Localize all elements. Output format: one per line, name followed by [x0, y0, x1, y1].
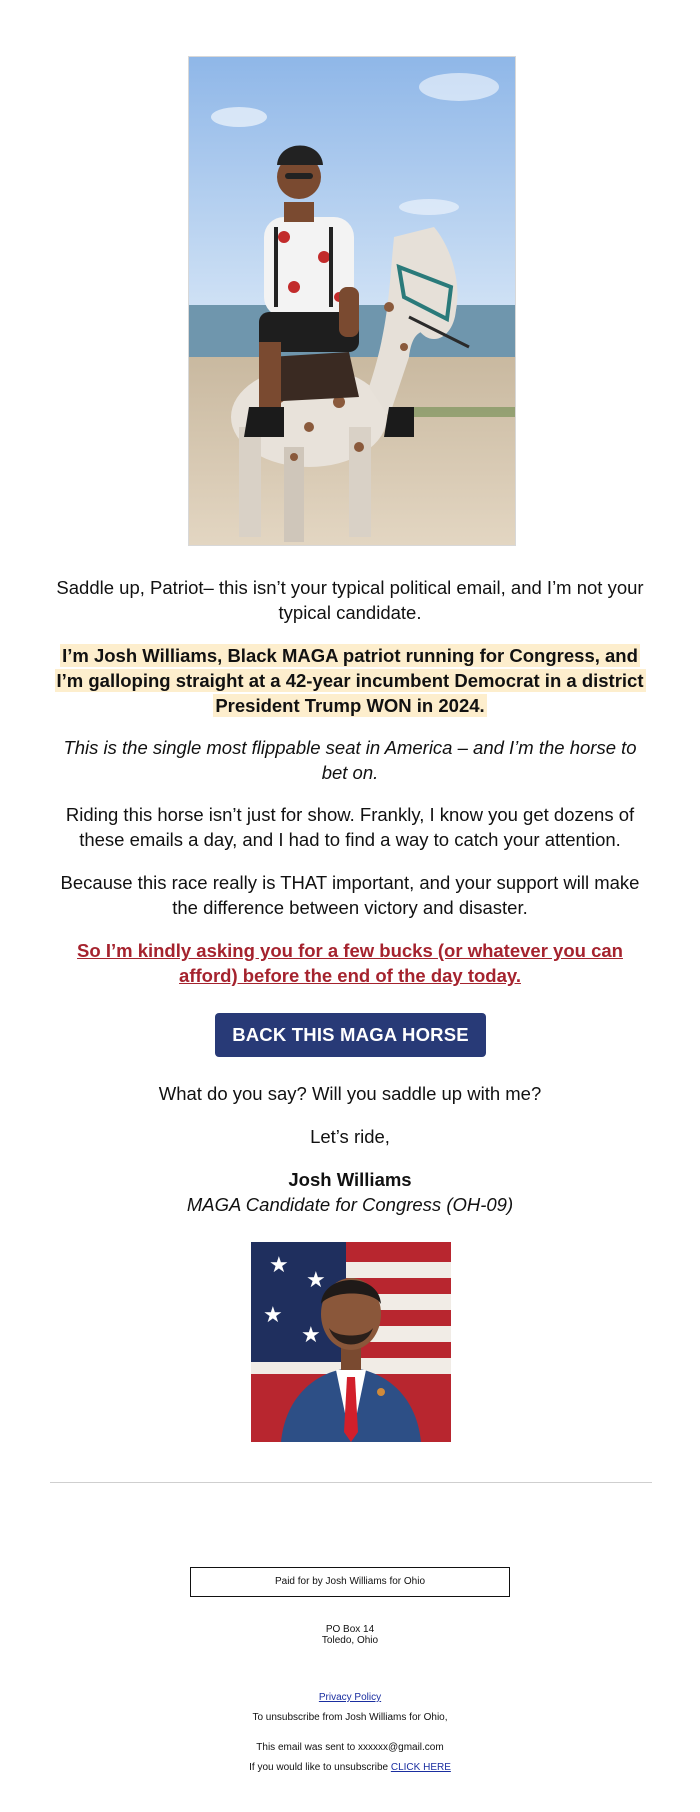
- donate-ask-link[interactable]: So I’m kindly asking you for a few bucks (or whatever you can afford) before the end of the day today.: [77, 940, 623, 986]
- horse-rider-illustration: [189, 57, 515, 545]
- svg-text:★: ★: [263, 1303, 283, 1328]
- flag-portrait-illustration: [251, 1242, 451, 1442]
- italic-paragraph: This is the single most flippable seat in America – and I’m the horse to bet on.: [63, 737, 637, 783]
- svg-text:★: ★: [301, 1323, 321, 1348]
- paid-for-disclaimer: Paid for by Josh Williams for Ohio: [190, 1567, 510, 1597]
- ask-paragraph: [50, 938, 650, 988]
- highlight-paragraph: [50, 643, 650, 718]
- signature-name: Josh Williams: [288, 1169, 412, 1190]
- question-paragraph: What do you say? Will you saddle up with me?: [158, 1083, 542, 1104]
- sent-to-text: This email was sent to xxxxxx@gmail.com: [256, 1742, 444, 1753]
- highlight-text: I’m Josh Williams, Black MAGA patriot running for Congress, and I’m galloping straight at a 42-year incumbent Democrat in a district President Trump WON in 2024.: [56, 645, 644, 716]
- footer-divider: [50, 1482, 652, 1483]
- unsubscribe-row: [100, 1762, 600, 1773]
- privacy-row: [100, 1692, 600, 1703]
- because-paragraph: Because this race really is THAT important, and your support will make the difference between victory and disaster.: [60, 872, 640, 918]
- closing-line: Let’s ride,: [310, 1126, 390, 1147]
- intro-paragraph: Saddle up, Patriot– this isn’t your typical political email, and I’m not your typical candidate.: [56, 577, 644, 623]
- riding-paragraph: Riding this horse isn’t just for show. Frankly, I know you get dozens of these emails a day, and I had to find a way to catch your attention.: [65, 804, 635, 850]
- unsubscribe-from-text: To unsubscribe from Josh Williams for Ohio,: [252, 1712, 448, 1723]
- unsubscribe-prefix: If you would like to unsubscribe: [249, 1762, 389, 1773]
- candidate-headshot: [251, 1242, 451, 1442]
- svg-text:★: ★: [269, 1253, 289, 1278]
- address-line-1: PO Box 14: [325, 1624, 375, 1635]
- privacy-policy-link[interactable]: Privacy Policy: [318, 1692, 382, 1703]
- signature-title: MAGA Candidate for Congress (OH-09): [186, 1194, 514, 1215]
- address-line-2: Toledo, Ohio: [321, 1635, 379, 1646]
- hero-image: [188, 56, 516, 546]
- unsubscribe-link[interactable]: CLICK HERE: [390, 1762, 451, 1773]
- back-this-maga-horse-button[interactable]: BACK THIS MAGA HORSE: [215, 1013, 486, 1057]
- svg-text:★: ★: [306, 1268, 326, 1293]
